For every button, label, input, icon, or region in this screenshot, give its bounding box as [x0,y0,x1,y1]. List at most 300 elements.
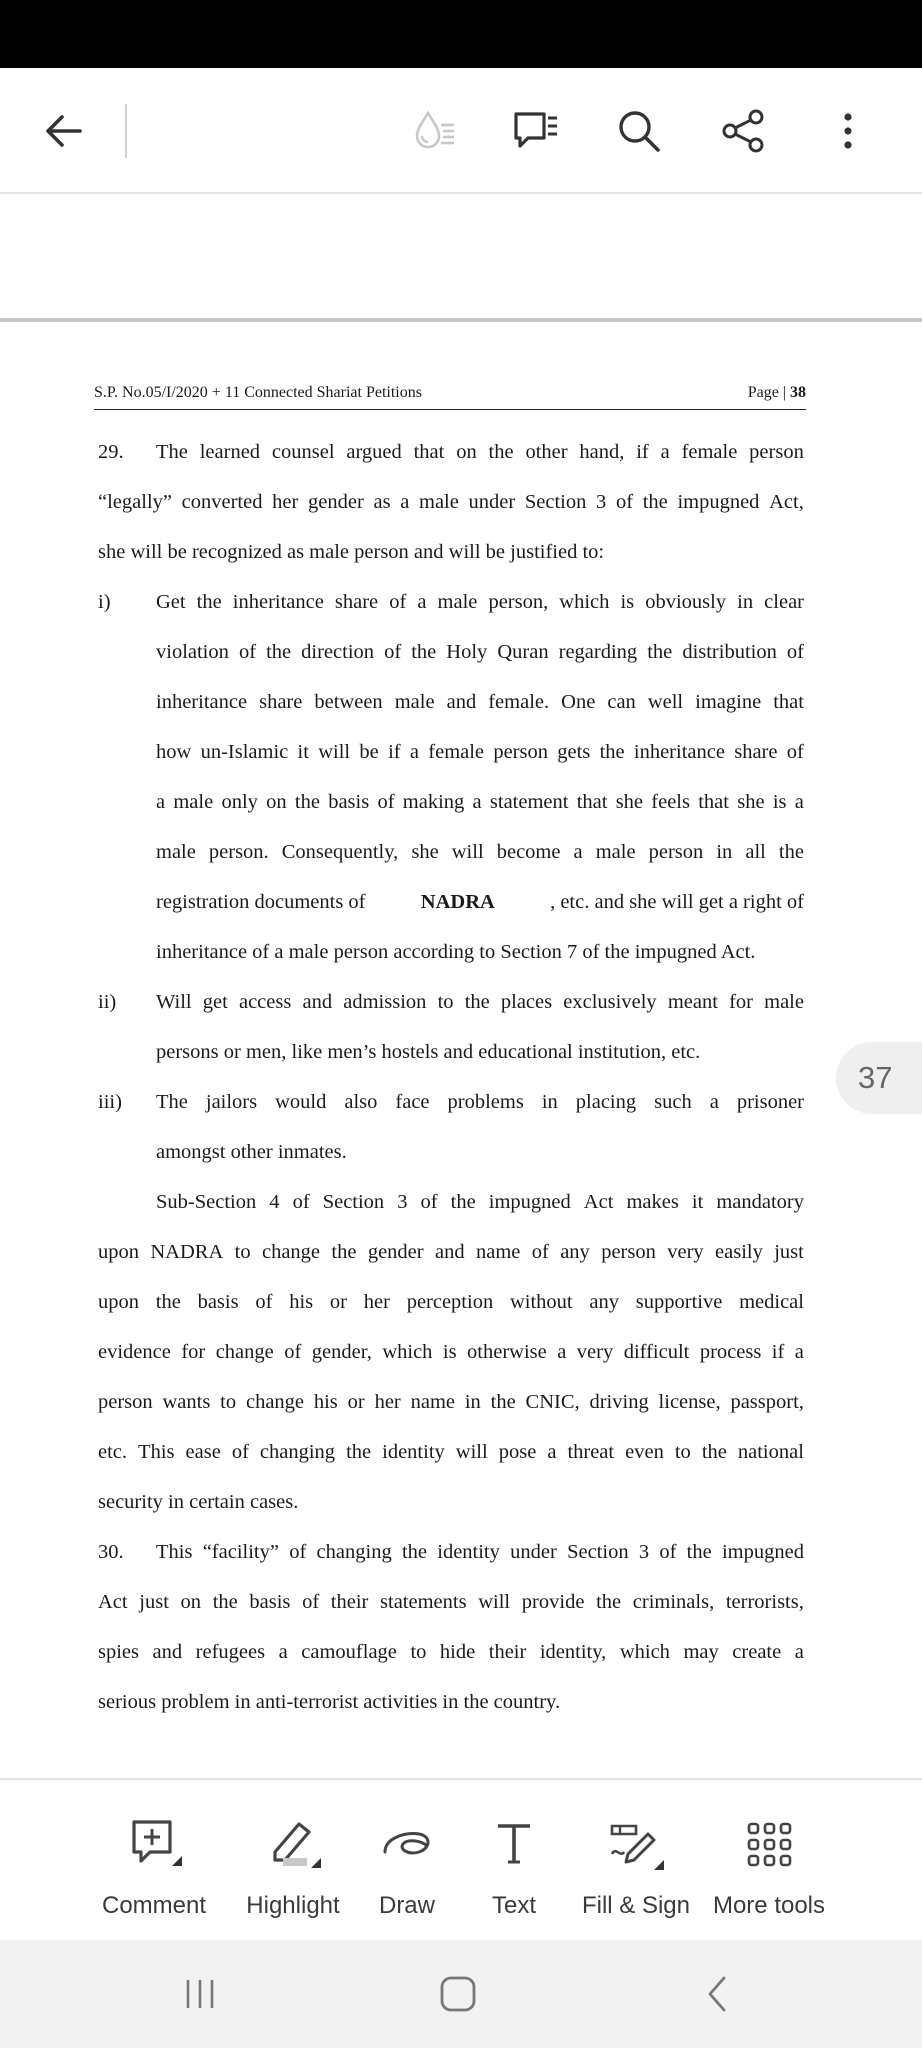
recent-apps-button[interactable] [170,1968,230,2020]
word: of [786,741,804,763]
word: of [255,1291,273,1313]
word: gets [557,741,591,763]
word: the [647,641,673,663]
word: inheritance [232,591,324,613]
word: “legally” [98,491,172,513]
fill-sign-pen-icon [606,1814,666,1874]
word: and [152,1641,183,1663]
word: will [318,741,351,763]
word: without [509,1291,573,1313]
back-button[interactable] [26,93,102,169]
fill-sign-label: Fill & Sign [581,1892,691,1919]
word: person, [488,591,549,613]
word: medical [739,1291,804,1313]
document-line: inheritance of a male person according to Section 7 of the impugned Act. [156,941,756,963]
share-icon [718,105,770,157]
word: un-Islamic [200,741,289,763]
word: the [599,741,625,763]
word: of [238,641,257,663]
draw-tool[interactable] [368,1814,446,1924]
word: Act, [769,491,804,513]
word: gender [308,491,364,513]
word: changing [259,1441,336,1463]
back-arrow-icon [38,105,90,157]
word: person. [208,841,269,863]
word: 3 [397,1191,408,1213]
page-indicator[interactable]: 37 [836,1042,922,1114]
word: Section [524,491,587,513]
draw-loop-icon [377,1814,437,1874]
word: as [373,491,391,513]
word: otherwise [467,1341,547,1363]
word: gender [367,1241,424,1263]
document-line: security in certain cases. [98,1491,299,1513]
word: a [794,1341,804,1363]
document-line [156,438,804,466]
word: a [660,441,670,463]
word: be [359,741,379,763]
word: the [401,1541,427,1563]
word: provide [521,1591,585,1613]
word: 3 [596,491,607,513]
word: person [648,841,704,863]
draw-label: Draw [378,1892,435,1919]
word: basis [249,1591,291,1613]
word: Quran [497,641,549,663]
word: of [231,1441,249,1463]
document-line [156,988,804,1016]
word: name [475,1241,521,1263]
paragraph-number: iii) [98,1091,122,1113]
word: become [496,841,561,863]
word: male [419,491,459,513]
more-tools-label: More tools [712,1892,826,1919]
word: wants [162,1391,211,1413]
word: prisoner [736,1091,804,1113]
word: a [156,791,166,813]
word: impugned [721,1541,804,1563]
word: will [478,1591,511,1613]
word: violation [156,641,229,663]
word: of [289,1541,307,1563]
word: passport, [730,1391,804,1413]
nadra-bold-text: NADRA [420,891,495,913]
word: a [794,1641,804,1663]
word: the [686,1541,712,1563]
word: just [139,1591,169,1613]
word: regarding [558,641,638,663]
word: for [729,991,753,1013]
word: to [674,1441,691,1463]
document-line: she will be recognized as male person and will be justified to: [98,541,605,563]
word: This [138,1441,175,1463]
word: to [220,1391,237,1413]
page-header [94,380,806,410]
word: female. [488,691,550,713]
word: terrorists, [725,1591,804,1613]
word: or [329,1291,347,1313]
word: it [691,1191,704,1213]
fill-sign-tool[interactable] [574,1814,698,1924]
word: all [745,841,766,863]
page-number-header [748,384,806,402]
word: on [180,1591,202,1613]
word: can [607,691,636,713]
word: the [596,1591,622,1613]
comments-list-button[interactable] [498,93,574,169]
word: easily [715,1241,763,1263]
word: such [654,1091,692,1113]
word: statements [380,1591,467,1613]
liquid-mode-button[interactable] [396,93,472,169]
document-line [98,488,804,516]
word: their [330,1591,369,1613]
document-line [98,1438,804,1466]
word: Section [322,1191,385,1213]
word: the [488,441,514,463]
word: her [272,491,299,513]
word: female [681,441,738,463]
page-number: 38 [790,384,806,401]
top-toolbar [0,68,922,194]
word: license, [658,1391,721,1413]
word: the [294,791,320,813]
word: to [234,1241,251,1263]
home-square-icon [436,1972,480,2016]
word: of [284,1341,302,1363]
page-label: Page | [747,384,786,401]
word: makes [626,1191,679,1213]
word: female [428,741,485,763]
word: inheritance [156,691,248,713]
text-label: Text [491,1892,536,1919]
word: if [388,741,401,763]
word: the [196,591,222,613]
word: of [377,791,395,813]
word: clear [764,591,804,613]
word: identity [382,1441,445,1463]
word: Act [583,1191,614,1213]
document-line [156,588,804,616]
word: a [417,591,427,613]
line-text-before: registration documents of [156,891,366,913]
word: Will [156,991,192,1013]
comment-add-icon [124,1814,184,1874]
word: in [716,841,733,863]
word: argued [346,441,402,463]
word: male [394,691,435,713]
word: CNIC, [525,1391,580,1413]
text-t-icon [484,1814,544,1874]
document-line [156,1088,804,1116]
word: between [314,691,383,713]
document-line: persons or men, like men’s hostels and educational institution, etc. [156,1041,701,1063]
word: of [420,1191,438,1213]
document-line [156,788,804,816]
document-line [156,738,804,766]
comments-list-icon [510,105,562,157]
word: the [155,1291,181,1313]
word: only [221,791,258,813]
word: 4 [269,1191,280,1213]
word: or [347,1391,365,1413]
word: of [531,1241,549,1263]
word: jailors [205,1091,258,1113]
word: the [778,841,804,863]
word: well [647,691,684,713]
word: changing [316,1541,392,1563]
liquid-mode-icon [408,105,460,157]
word: camouflage [301,1641,397,1663]
word: threat [567,1441,615,1463]
highlight-label: Highlight [246,1892,340,1919]
word: the [266,641,292,663]
word: under [510,1541,557,1563]
word: will [451,841,484,863]
document-line [98,1338,804,1366]
word: hide [439,1641,476,1663]
word: feels [651,791,690,813]
document-line: amongst other inmates. [156,1141,347,1163]
word: person [98,1391,153,1413]
document-line [156,1188,804,1216]
text-tool[interactable] [474,1814,554,1924]
word: very [576,1341,614,1363]
word: it [297,741,309,763]
comment-label: Comment [101,1892,207,1919]
document-line [98,1238,804,1266]
word: in [737,591,754,613]
word: refugees [195,1641,266,1663]
word: national [737,1441,804,1463]
word: hand, [579,441,625,463]
word: how [156,741,192,763]
word: which [559,591,610,613]
word: male [156,841,196,863]
paragraph-number: 30. [98,1541,124,1563]
document-line [98,1588,804,1616]
word: pose [498,1441,537,1463]
document-line [156,1538,804,1566]
word: just [774,1241,804,1263]
word: their [488,1641,527,1663]
word: ease [185,1441,221,1463]
word: 3 [638,1541,650,1563]
word: if [636,441,649,463]
word: impugned [677,491,760,513]
comment-tool[interactable] [94,1814,214,1924]
word: meant [667,991,718,1013]
word: Holy [446,641,488,663]
word: admission [343,991,427,1013]
word: of [389,591,407,613]
document-page [0,326,922,1778]
word: change [215,1341,274,1363]
word: upon [98,1241,139,1263]
word: and [446,691,477,713]
toolbar-divider [125,104,127,158]
more-tools-button[interactable] [702,1814,836,1924]
search-icon [613,105,665,157]
word: of [302,1591,320,1613]
document-line: serious problem in anti-terrorist activities in the country. [98,1691,561,1713]
word: any [560,1241,590,1263]
word: a [278,1641,288,1663]
word: placing [575,1091,637,1113]
document-line [98,1388,804,1416]
word: any [589,1291,619,1313]
word: etc. [98,1441,128,1463]
word: statement [489,791,569,813]
word: face [395,1091,430,1113]
word: The [156,441,188,463]
word: difficult [623,1341,690,1363]
word: basis [328,791,370,813]
word: which [382,1341,433,1363]
word: she [615,791,644,813]
word: a [573,841,583,863]
document-line [156,688,804,716]
word: change [261,1241,321,1263]
word: person [749,441,804,463]
word: a [472,791,482,813]
search-button[interactable] [601,93,677,169]
word: evidence [98,1341,171,1363]
word: that [698,791,729,813]
word: male [437,591,478,613]
word: of [384,641,402,663]
highlight-tool[interactable] [224,1814,362,1924]
word: in [464,1391,481,1413]
word: she [411,841,439,863]
word: under [468,491,516,513]
grid-dots-icon [739,1814,799,1874]
word: will [455,1441,488,1463]
document-line [98,1638,804,1666]
word: of [786,641,804,663]
word: “facility” [202,1541,279,1563]
word: and [434,1241,465,1263]
word: identity [437,1541,500,1563]
word: create [732,1641,782,1663]
word: which [619,1641,670,1663]
word: Consequently, [281,841,399,863]
word: that [773,691,804,713]
word: is [442,1341,457,1363]
word: learned [199,441,261,463]
word: This [156,1541,193,1563]
line-text-after: , etc. and she will get a right of [550,891,804,913]
case-reference: S.P. No.05/I/2020 + 11 Connected Shariat Petitions [94,384,422,401]
word: access [238,991,292,1013]
word: obviously [645,591,727,613]
word: direction [301,641,375,663]
word: a [794,791,804,813]
word: get [202,991,228,1013]
word: very [667,1241,704,1263]
word: spies [98,1641,139,1663]
word: may [683,1641,719,1663]
word: her [363,1291,390,1313]
bottom-toolbar [0,1778,922,1940]
more-options-button[interactable] [810,93,886,169]
word: a [409,741,419,763]
word: she [737,791,765,813]
word: the [490,1391,516,1413]
word: imagine [695,691,762,713]
word: to [437,991,454,1013]
system-navigation-bar [0,1940,922,2048]
word: male [764,991,804,1013]
word: impugned [488,1191,571,1213]
word: for [181,1341,206,1363]
word: name [410,1391,455,1413]
word: places [500,991,553,1013]
word: that [576,791,608,813]
word: criminals, [632,1591,715,1613]
word: gender, [311,1341,372,1363]
word: problems [447,1091,524,1113]
home-button[interactable] [428,1968,488,2020]
word: would [275,1091,327,1113]
word: share [259,691,303,713]
word: supportive [635,1291,723,1313]
word: One [561,691,596,713]
word: driving [589,1391,649,1413]
word: a [400,491,410,513]
word: the [411,641,437,663]
word: Get [156,591,186,613]
word: her [374,1391,401,1413]
word: upon [98,1291,139,1313]
document-line [156,638,804,666]
word: identity, [539,1641,607,1663]
document-line [156,838,804,866]
word: counsel [271,441,335,463]
paragraph-number: ii) [98,991,117,1013]
share-button[interactable] [706,93,782,169]
word: NADRA [150,1241,224,1263]
system-back-button[interactable] [688,1968,748,2020]
page-gap [0,194,922,322]
word: Act [98,1591,128,1613]
word: Sub-Section [156,1191,257,1213]
word: other [525,441,568,463]
word: of [292,1191,310,1213]
word: a [709,1091,719,1113]
word: inheritance [633,741,725,763]
word: the [642,491,668,513]
word: and [302,991,333,1013]
word: process [699,1341,762,1363]
word: converted [181,491,263,513]
word: person [493,741,548,763]
word: on [456,441,477,463]
word: his [289,1291,314,1313]
word: even [625,1441,664,1463]
word: The [156,1091,188,1113]
document-line [98,1288,804,1316]
word: on [266,791,287,813]
word: of [659,1541,677,1563]
word: the [450,1191,476,1213]
word: change [245,1391,305,1413]
word: distribution [682,641,777,663]
paragraph-number: i) [98,591,111,613]
word: his [313,1391,338,1413]
word: making [402,791,465,813]
word: male [595,841,636,863]
